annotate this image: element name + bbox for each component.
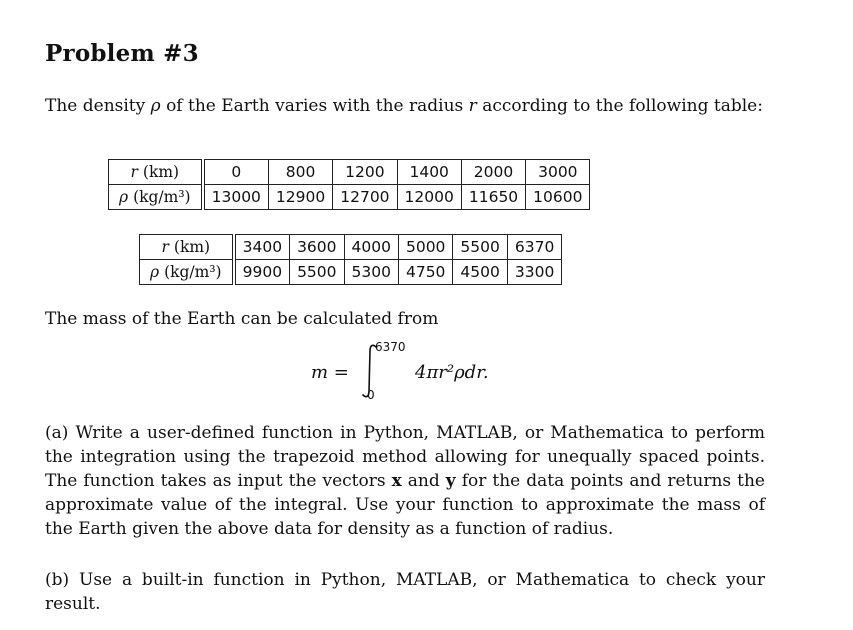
radius-header: r (km): [140, 235, 234, 260]
density-cell: 12700: [333, 185, 397, 210]
radius-cell: 5500: [453, 235, 507, 260]
integrand: 4πr²ρdr.: [415, 362, 489, 383]
density-table-2: [139, 234, 562, 285]
density-cell: 11650: [461, 185, 525, 210]
density-cell: 4750: [398, 260, 452, 285]
radius-cell: 800: [268, 160, 332, 185]
radius-cell: 4000: [344, 235, 398, 260]
intro-paragraph: [45, 94, 765, 118]
density-table-1: [108, 159, 590, 210]
equation-lhs: m =: [311, 362, 349, 383]
density-row: [109, 185, 590, 210]
vector-x: x: [391, 471, 402, 491]
part-a-text-2: for the data points and returns the approximate value of the integral. Use your function to approximate the mass of the Earth given the above data for density as a function of radius.: [45, 471, 765, 539]
density-cell: 10600: [526, 185, 590, 210]
vector-y: y: [445, 471, 456, 491]
density-cell: 5300: [344, 260, 398, 285]
density-row: [140, 260, 562, 285]
rho-symbol: ρ: [150, 96, 161, 116]
density-cell: 9900: [234, 260, 290, 285]
density-cell: 13000: [203, 185, 269, 210]
part-a-and: and: [407, 471, 440, 491]
integral-upper-limit: 6370: [375, 340, 406, 354]
radius-row: [140, 235, 562, 260]
radius-row: [109, 160, 590, 185]
radius-cell: 3000: [526, 160, 590, 185]
density-cell: 3300: [507, 260, 561, 285]
radius-header: r (km): [109, 160, 203, 185]
radius-cell: 0: [203, 160, 269, 185]
radius-cell: 3400: [234, 235, 290, 260]
part-a-text-1: (a) Write a user-defined function in Python, MATLAB, or Mathematica to perform the integration using the trapezoid method allowing for unequally spaced points. The function takes as input the vectors: [45, 423, 765, 491]
mass-sentence: The mass of the Earth can be calculated from: [45, 309, 439, 329]
radius-cell: 1400: [397, 160, 461, 185]
radius-cell: 1200: [333, 160, 397, 185]
intro-text-2: of the Earth varies with the radius: [166, 96, 464, 116]
radius-cell: 2000: [461, 160, 525, 185]
integral-lower-limit: 0: [367, 388, 375, 402]
radius-cell: 3600: [290, 235, 344, 260]
radius-cell: 5000: [398, 235, 452, 260]
problem-title: Problem #3: [45, 40, 199, 67]
density-header: ρ (kg/m³): [140, 260, 234, 285]
intro-text-3: according to the following table:: [482, 96, 763, 116]
intro-text-1: The density: [45, 96, 146, 116]
density-cell: 12000: [397, 185, 461, 210]
density-cell: 4500: [453, 260, 507, 285]
density-cell: 12900: [268, 185, 332, 210]
part-b-paragraph: (b) Use a built-in function in Python, MATLAB, or Mathematica to check your result.: [45, 570, 765, 614]
density-header: ρ (kg/m³): [109, 185, 203, 210]
mass-integral-equation: [305, 340, 535, 405]
density-cell: 5500: [290, 260, 344, 285]
r-symbol: r: [468, 96, 477, 116]
radius-cell: 6370: [507, 235, 561, 260]
part-a-paragraph: [45, 421, 765, 541]
